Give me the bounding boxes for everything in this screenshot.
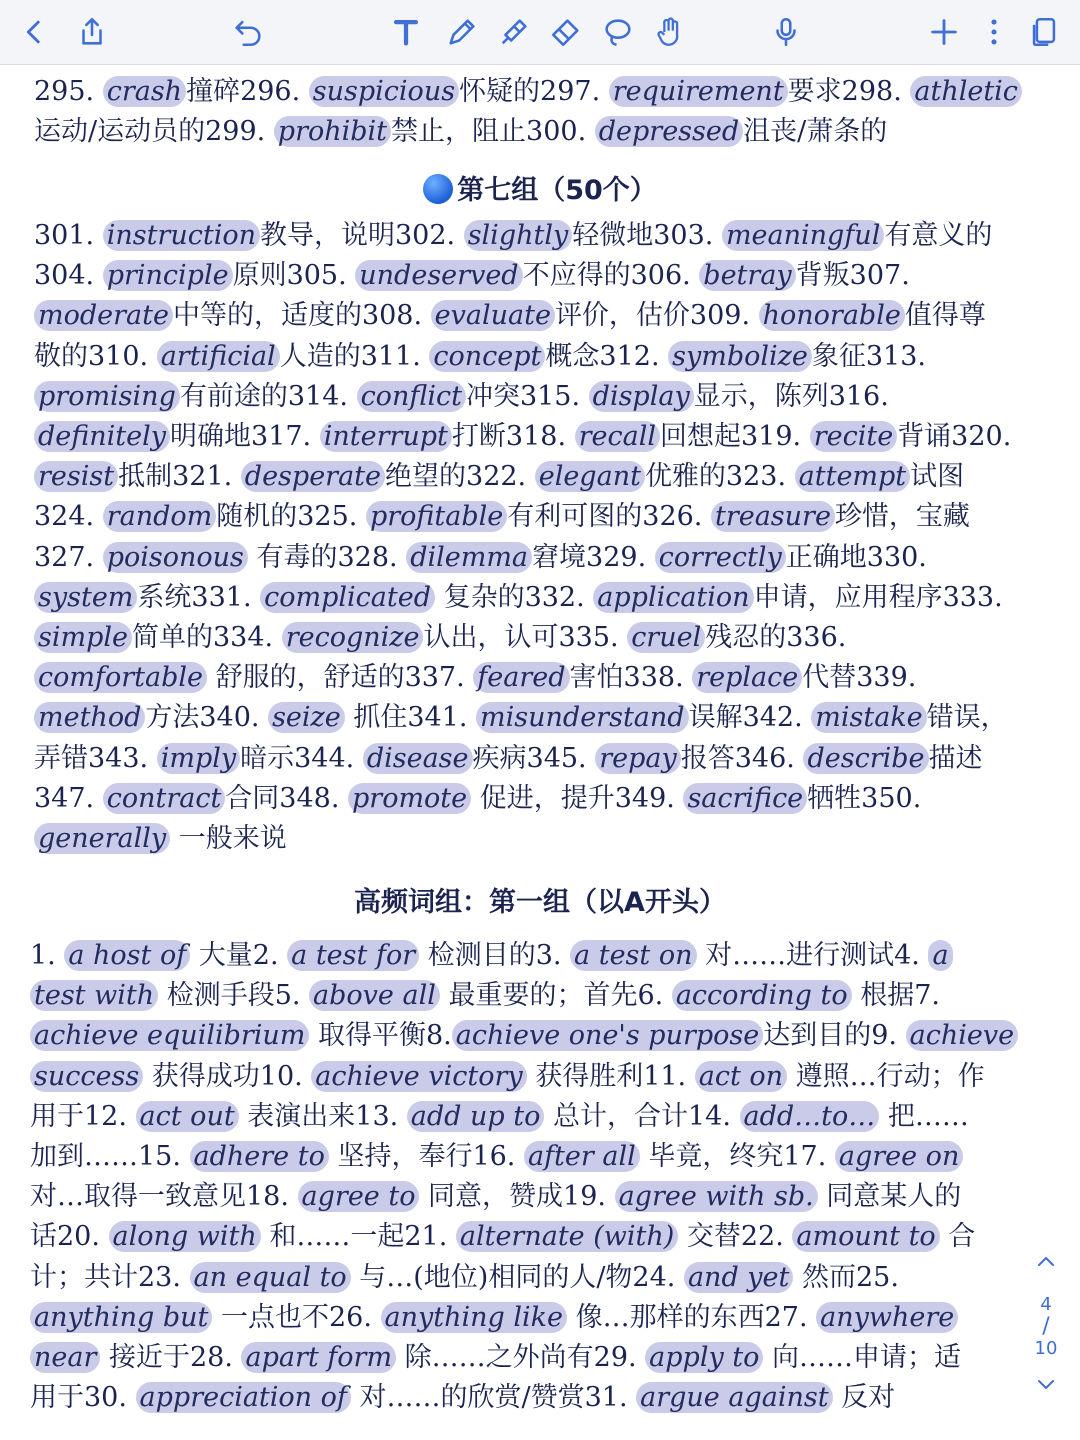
note-text: 抵制321. xyxy=(118,461,241,493)
highlighted-term: appreciation of xyxy=(136,1382,351,1413)
note-text: 与…(地位)相同的人/物24. xyxy=(350,1261,684,1293)
note-text: 明确地317. xyxy=(170,421,320,452)
chevron-down-icon[interactable] xyxy=(1026,1372,1066,1400)
highlighted-term: anything like xyxy=(381,1302,567,1333)
highlighted-term: evaluate xyxy=(431,300,555,331)
note-text: 加到……15. xyxy=(30,1141,190,1172)
blue-circle-icon xyxy=(423,174,453,204)
note-text: 一点也不26. xyxy=(212,1301,381,1333)
note-line xyxy=(30,1338,961,1378)
note-line xyxy=(34,819,287,859)
note-text: 疾病345. xyxy=(472,742,596,774)
note-line xyxy=(34,417,1011,457)
note-line xyxy=(34,377,889,417)
highlighted-term: crash xyxy=(103,76,186,107)
note-line xyxy=(34,658,916,698)
highlighted-term: artificial xyxy=(157,341,280,372)
note-line xyxy=(34,216,992,256)
note-line xyxy=(30,1137,963,1177)
note-text: 接近于28. xyxy=(100,1342,242,1373)
note-line xyxy=(30,1097,969,1137)
highlighted-term: imply xyxy=(157,743,240,774)
highlighted-term: apart form xyxy=(241,1342,396,1373)
note-text: 对…取得一致意见18. xyxy=(30,1181,298,1213)
note-text: 然而25. xyxy=(793,1261,899,1293)
note-text: 绝望的322. xyxy=(385,461,535,493)
note-line xyxy=(30,936,953,976)
note-text: 正确地330. xyxy=(785,541,927,573)
note-text: 撞碎296. xyxy=(186,76,309,107)
highlighter-tool-icon[interactable] xyxy=(492,10,536,54)
highlighted-term: replace xyxy=(692,662,802,693)
highlighted-term: honorable xyxy=(759,300,905,331)
note-text: 表演出来13. xyxy=(238,1100,407,1132)
highlighted-term: display xyxy=(589,381,694,412)
highlighted-term: prohibit xyxy=(274,116,391,147)
note-text: 总计，合计14. xyxy=(544,1100,740,1132)
note-line xyxy=(34,296,986,336)
highlighted-term: interrupt xyxy=(320,421,452,452)
note-text: 295. xyxy=(34,76,103,107)
chevron-up-icon[interactable] xyxy=(1026,1250,1066,1278)
highlighted-term: adhere to xyxy=(190,1141,329,1172)
note-text: 舒服的，舒适的337. xyxy=(206,662,474,694)
highlighted-term: act out xyxy=(136,1101,239,1132)
highlighted-term: requirement xyxy=(609,76,788,107)
note-text: 304. xyxy=(34,260,103,292)
note-text: 值得尊 xyxy=(904,300,986,332)
highlighted-term: suspicious xyxy=(309,76,459,107)
hand-tool-icon[interactable] xyxy=(648,10,692,54)
highlighted-term: promote xyxy=(348,783,471,814)
current-page: 4 xyxy=(1040,1294,1052,1315)
highlighted-term: cruel xyxy=(627,622,705,653)
note-line xyxy=(30,1016,1018,1056)
highlighted-term: sacrifice xyxy=(683,783,807,814)
note-text: 大量2. xyxy=(190,940,288,971)
note-text: 同意，赞成19. xyxy=(419,1181,615,1213)
highlighted-term: according to xyxy=(672,980,852,1011)
highlighted-term: conflict xyxy=(357,381,466,412)
note-text: 复杂的332. xyxy=(434,581,594,613)
highlighted-term: betray xyxy=(699,260,795,291)
text-tool-icon[interactable] xyxy=(384,10,428,54)
note-text: 中等的，适度的308. xyxy=(172,300,431,332)
note-line xyxy=(34,578,1003,618)
note-text: 代替339. xyxy=(802,662,917,694)
note-text: 敬的310. xyxy=(34,340,157,372)
note-text: 324. xyxy=(34,501,103,533)
note-text: 反对 xyxy=(832,1382,896,1414)
note-text: 有毒的328. xyxy=(247,541,407,573)
note-text: 像…那样的东西27. xyxy=(567,1301,817,1333)
note-text: 沮丧/萧条的 xyxy=(743,116,888,147)
highlighted-term: poisonous xyxy=(103,542,248,573)
note-text: 对……进行测试4. xyxy=(696,940,929,971)
note-text: 随机的325. xyxy=(216,501,366,533)
highlighted-term: principle xyxy=(103,260,233,291)
note-text: 暗示344. xyxy=(240,742,363,774)
note-text: 认出，认可335. xyxy=(423,622,628,653)
note-text: 有利可图的326. xyxy=(507,501,711,533)
highlighted-term: and yet xyxy=(684,1262,793,1293)
pages-icon[interactable] xyxy=(1022,10,1066,54)
note-text: 人造的311. xyxy=(279,340,430,372)
note-text: 有意义的 xyxy=(884,220,993,251)
note-line xyxy=(34,538,927,578)
note-text: 显示，陈列316. xyxy=(693,380,889,412)
note-text: 错误， xyxy=(926,702,1008,734)
note-text: 话20. xyxy=(30,1221,109,1253)
note-line xyxy=(30,1378,895,1418)
highlighted-term: test with xyxy=(30,980,158,1011)
note-line xyxy=(34,698,1008,738)
note-line xyxy=(34,72,1022,112)
highlighted-term: simple xyxy=(34,622,132,653)
phrase-heading: 高频词组：第一组（以A开头） xyxy=(354,887,726,918)
note-text: 申请，应用程序333. xyxy=(753,581,1003,613)
highlighted-term: concept xyxy=(429,341,545,372)
note-text: 要求298. xyxy=(787,76,911,107)
highlighted-term: correctly xyxy=(655,542,786,573)
note-text: 轻微地303. xyxy=(572,220,722,251)
note-text: 对……的欣赏/赞赏31. xyxy=(350,1382,637,1414)
note-line xyxy=(30,1177,961,1217)
note-text: 误解342. xyxy=(688,702,812,734)
note-text: 回想起319. xyxy=(660,421,810,452)
note-text: 根据7. xyxy=(851,980,940,1012)
group7-title: 第七组（50个） xyxy=(457,175,657,206)
highlighted-term: athletic xyxy=(910,76,1022,107)
note-text: 运动/运动员的299. xyxy=(34,116,274,147)
highlighted-term: apply to xyxy=(645,1342,763,1373)
highlighted-term: alternate (with) xyxy=(456,1221,678,1252)
note-text: 1. xyxy=(30,940,65,971)
highlighted-term: moderate xyxy=(34,300,173,331)
note-text: 检测目的3. xyxy=(419,940,571,971)
note-text: 遵照…行动；作 xyxy=(787,1060,985,1092)
highlighted-term: elegant xyxy=(535,461,645,492)
highlighted-term: feared xyxy=(473,662,569,693)
highlighted-term: achieve equilibrium xyxy=(30,1020,309,1051)
note-line xyxy=(30,1217,975,1257)
note-text: 301. xyxy=(34,220,103,251)
note-text: 方法340. xyxy=(145,702,269,734)
highlighted-term: achieve xyxy=(906,1020,1018,1051)
highlighted-term: generally xyxy=(34,823,170,854)
highlighted-term: repay xyxy=(595,743,681,774)
page-separator: / xyxy=(1042,1314,1050,1339)
highlighted-term: application xyxy=(593,582,753,613)
note-text: 有前途的314. xyxy=(179,380,357,412)
microphone-icon[interactable] xyxy=(764,10,808,54)
note-text: 不应得的306. xyxy=(522,260,700,292)
note-text: 取得平衡8. xyxy=(309,1020,452,1052)
highlighted-term: a test on xyxy=(570,940,696,971)
note-text: 检测手段5. xyxy=(158,980,310,1012)
eraser-tool-icon[interactable] xyxy=(544,10,588,54)
note-text: 评价，估价309. xyxy=(554,300,759,332)
back-icon[interactable] xyxy=(12,10,56,54)
highlighted-term: anywhere xyxy=(816,1302,958,1333)
highlighted-term: agree with sb. xyxy=(615,1181,818,1212)
lasso-tool-icon[interactable] xyxy=(596,10,640,54)
highlighted-term: treasure xyxy=(711,501,835,532)
highlighted-term: argue against xyxy=(636,1382,832,1413)
note-text: 简单的334. xyxy=(132,622,282,653)
highlighted-term: depressed xyxy=(595,116,743,147)
highlighted-term: describe xyxy=(803,743,928,774)
highlighted-term: complicated xyxy=(260,582,435,613)
highlighted-term: meaningful xyxy=(722,220,884,251)
more-icon[interactable] xyxy=(972,10,1016,54)
note-text: 残忍的336. xyxy=(705,622,847,653)
note-text: 牺牲350. xyxy=(807,782,922,814)
note-text: 除……之外尚有29. xyxy=(396,1342,646,1373)
highlighted-term: misunderstand xyxy=(476,702,689,733)
note-text: 概念312. xyxy=(545,340,669,372)
note-text: 试图 xyxy=(910,461,965,493)
note-text: 珍惜，宝藏 xyxy=(834,501,970,533)
highlighted-term: along with xyxy=(109,1221,261,1252)
note-text: 和……一起21. xyxy=(260,1221,456,1253)
note-line xyxy=(34,337,926,377)
toolbar xyxy=(0,0,1080,65)
note-text: 优雅的323. xyxy=(644,461,795,493)
note-text: 交替22. xyxy=(678,1221,793,1253)
note-text: 窘境329. xyxy=(532,541,655,573)
highlighted-term: an equal to xyxy=(190,1262,351,1293)
highlighted-term: system xyxy=(34,582,137,613)
add-icon[interactable] xyxy=(922,10,966,54)
note-text: 327. xyxy=(34,541,103,573)
note-text: 系统331. xyxy=(137,581,261,613)
note-text: 背叛307. xyxy=(795,260,910,292)
highlighted-term: contract xyxy=(103,783,226,814)
highlighted-term: symbolize xyxy=(668,341,812,372)
highlighted-term: mistake xyxy=(811,702,926,733)
note-text: 教导，说明302. xyxy=(259,220,464,251)
note-text: 合同348. xyxy=(225,782,348,814)
highlighted-term: promising xyxy=(34,381,180,412)
note-page[interactable] xyxy=(0,64,1080,1440)
highlighted-term: desperate xyxy=(241,461,385,492)
note-text: 一般来说 xyxy=(170,823,287,854)
note-text: 报答346. xyxy=(680,742,804,774)
note-text: 描述 xyxy=(928,742,983,774)
note-line xyxy=(30,1298,958,1338)
highlighted-term: seize xyxy=(268,702,345,733)
note-line xyxy=(34,256,910,296)
note-line xyxy=(34,618,846,658)
highlighted-term: agree on xyxy=(835,1141,963,1172)
note-line xyxy=(30,976,940,1016)
note-text: 计；共计23. xyxy=(30,1261,190,1293)
note-text: 打断318. xyxy=(451,421,575,452)
highlighted-term: method xyxy=(34,702,145,733)
note-line xyxy=(34,497,970,537)
note-text: 冲突315. xyxy=(465,380,589,412)
highlighted-term: achieve victory xyxy=(311,1061,526,1092)
highlighted-term: act on xyxy=(695,1061,787,1092)
note-line xyxy=(34,779,921,819)
note-text: 达到目的9. xyxy=(763,1020,906,1052)
note-text: 象征313. xyxy=(811,340,926,372)
note-text: 禁止，阻止300. xyxy=(391,116,595,147)
note-text: 获得成功10. xyxy=(143,1060,312,1092)
note-text: 用于30. xyxy=(30,1382,136,1414)
share-icon[interactable] xyxy=(70,10,114,54)
highlighted-term: recognize xyxy=(282,622,424,653)
pen-tool-icon[interactable] xyxy=(440,10,484,54)
highlighted-term: add up to xyxy=(407,1101,545,1132)
note-text: 用于12. xyxy=(30,1100,136,1132)
highlighted-term: achieve one's purpose xyxy=(452,1020,763,1051)
highlighted-term: disease xyxy=(363,743,473,774)
total-pages: 10 xyxy=(1034,1338,1058,1359)
note-text: 获得胜利11. xyxy=(526,1060,695,1092)
note-text: 同意某人的 xyxy=(817,1181,962,1213)
note-text: 347. xyxy=(34,782,103,814)
note-text: 抓住341. xyxy=(344,702,477,734)
highlighted-term: dilemma xyxy=(406,542,532,573)
highlighted-term: random xyxy=(103,501,217,532)
highlighted-term: instruction xyxy=(103,220,260,251)
highlighted-term: above all xyxy=(309,980,440,1011)
page-navigator xyxy=(1026,1250,1066,1420)
note-text: 把…… xyxy=(879,1100,969,1132)
highlighted-term: undeserved xyxy=(355,260,522,291)
highlighted-term: a xyxy=(928,940,952,971)
note-text: 坚持，奉行16. xyxy=(328,1141,524,1172)
note-text: 合 xyxy=(939,1221,976,1253)
note-text: 促进，提升349. xyxy=(471,782,684,814)
note-text: 背诵320. xyxy=(897,421,1012,452)
note-line xyxy=(34,457,964,497)
highlighted-term: amount to xyxy=(792,1221,939,1252)
note-line xyxy=(34,112,887,152)
highlighted-term: slightly xyxy=(464,220,573,251)
group7-heading xyxy=(0,168,1080,207)
note-line xyxy=(30,1057,985,1097)
note-text: 怀疑的297. xyxy=(459,76,609,107)
note-text: 弄错343. xyxy=(34,742,157,774)
highlighted-term: a host of xyxy=(64,940,190,971)
highlighted-term: success xyxy=(30,1061,143,1092)
highlighted-term: profitable xyxy=(366,501,507,532)
note-text: 最重要的；首先6. xyxy=(439,980,672,1012)
highlighted-term: recite xyxy=(810,421,897,452)
note-line xyxy=(30,1258,899,1298)
highlighted-term: agree to xyxy=(298,1181,420,1212)
undo-icon[interactable] xyxy=(226,10,270,54)
note-text: 向……申请；适 xyxy=(763,1342,962,1373)
highlighted-term: resist xyxy=(34,461,118,492)
highlighted-term: attempt xyxy=(795,461,911,492)
highlighted-term: a test for xyxy=(287,940,419,971)
highlighted-term: add…to… xyxy=(740,1101,880,1132)
note-text: 害怕338. xyxy=(569,662,693,694)
note-text: 原则305. xyxy=(232,260,356,292)
highlighted-term: anything but xyxy=(30,1302,212,1333)
highlighted-term: comfortable xyxy=(34,662,207,693)
highlighted-term: near xyxy=(30,1342,100,1373)
highlighted-term: recall xyxy=(575,421,660,452)
highlighted-term: definitely xyxy=(34,421,170,452)
highlighted-term: after all xyxy=(524,1141,640,1172)
note-text: 毕竟，终究17. xyxy=(639,1141,835,1172)
note-line xyxy=(34,739,983,779)
